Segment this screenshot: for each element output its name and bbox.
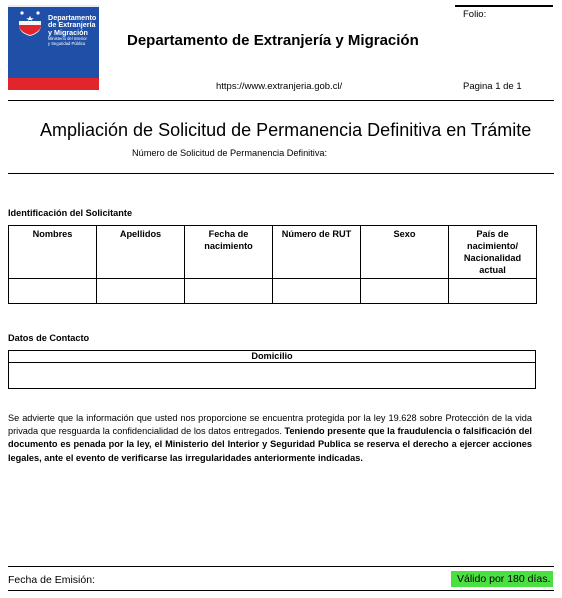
- gobierno-logo: [8, 5, 99, 90]
- coat-of-arms-icon: [16, 11, 44, 37]
- department-name: Departamento de Extranjería y Migración: [127, 32, 419, 49]
- logo-line-2: de Extranjería: [48, 20, 96, 30]
- logo-top-bar: [8, 5, 99, 7]
- website-url[interactable]: https://www.extranjeria.gob.cl/: [216, 81, 343, 92]
- request-number-label: Número de Solicitud de Permanencia Definitiva:: [132, 148, 328, 158]
- column-header-domicilio: Domicilio: [9, 351, 536, 363]
- logo-title: [48, 14, 96, 36]
- logo-line-4: Ministerio del Interior: [48, 36, 87, 41]
- page-number: Pagina 1 de 1: [463, 81, 522, 92]
- folio-rule: [455, 5, 553, 7]
- column-header-nacionalidad: País de nacimiento/ Nacionalidad actual: [449, 226, 537, 279]
- logo-ministry: [48, 36, 87, 46]
- rut-cell[interactable]: [273, 279, 361, 304]
- document-title: Ampliación de Solicitud de Permanencia Definitiva en Trámite: [40, 120, 532, 140]
- logo-line-1: Departamento: [48, 13, 97, 22]
- table-row: [9, 363, 536, 389]
- sexo-cell[interactable]: [361, 279, 449, 304]
- validity-badge: Válido por 180 días.: [451, 571, 553, 587]
- apellidos-cell[interactable]: [97, 279, 185, 304]
- logo-line-3: y Migración: [48, 27, 88, 37]
- nacionalidad-cell[interactable]: [449, 279, 537, 304]
- logo-line-5: y Seguridad Pública: [48, 41, 86, 46]
- folio-label: Folio:: [463, 9, 487, 20]
- issue-date-label: Fecha de Emisión:: [8, 574, 95, 586]
- column-header-apellidos: Apellidos: [97, 226, 185, 279]
- nombres-cell[interactable]: [9, 279, 97, 304]
- footer-bottom-rule: [8, 590, 554, 591]
- column-header-sexo: Sexo: [361, 226, 449, 279]
- applicant-section-title: Identificación del Solicitante: [8, 208, 133, 218]
- notice-warning: Teniendo presente que la fraudulencia o falsificación del documento es penada por la ley, el Ministerio del Interior y Seguridad Publica se reserva el derecho a ejercer acciones legales, ante el evento de verificarse las irregularidades anteriormente indicadas.: [8, 426, 532, 463]
- table-row: [9, 279, 537, 304]
- privacy-notice: [8, 412, 532, 465]
- contact-table: [8, 350, 536, 389]
- notice-text: Se advierte que la información que usted nos proporcione se encuentra protegida por la ley 19.628 sobre Protección de la vida privada que resguarda la confidencialidad de los datos entregados.: [8, 413, 532, 437]
- column-header-fecha-nacimiento: Fecha de nacimiento: [185, 226, 273, 279]
- logo-red-band: [8, 78, 99, 90]
- column-header-rut: Número de RUT: [273, 226, 361, 279]
- domicilio-cell[interactable]: [9, 363, 536, 389]
- footer-divider: [8, 566, 554, 567]
- applicant-table: [8, 225, 537, 304]
- fecha-nacimiento-cell[interactable]: [185, 279, 273, 304]
- title-divider: [8, 173, 554, 174]
- header-divider: [8, 100, 554, 101]
- column-header-nombres: Nombres: [9, 226, 97, 279]
- contact-section-title: Datos de Contacto: [8, 333, 90, 343]
